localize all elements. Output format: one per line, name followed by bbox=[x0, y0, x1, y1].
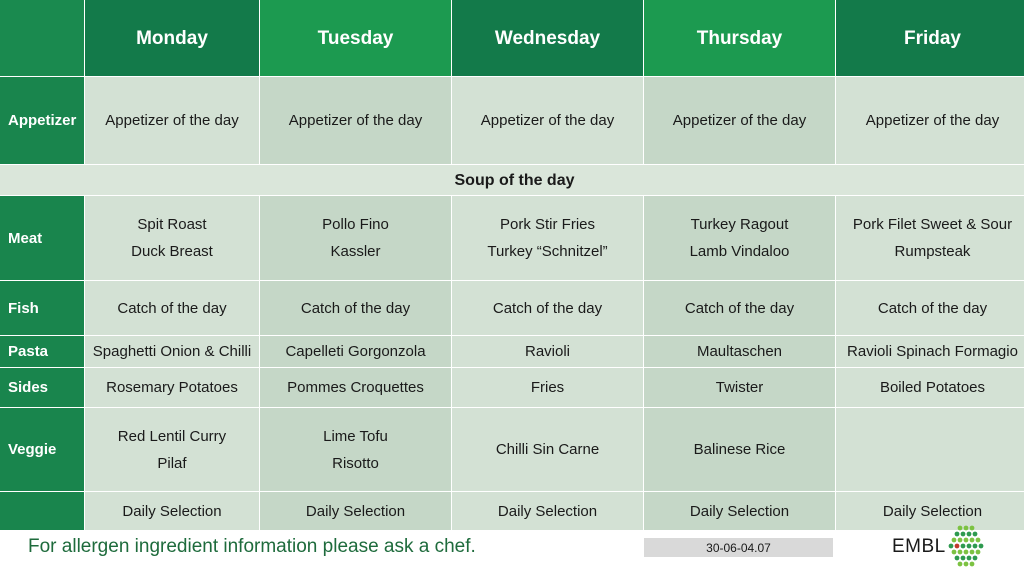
row-label: Veggie bbox=[0, 408, 84, 491]
logo-dot bbox=[955, 556, 960, 561]
logo-dot bbox=[970, 550, 975, 555]
dish-name: Rosemary Potatoes bbox=[106, 379, 238, 396]
dish-name: Appetizer of the day bbox=[105, 112, 239, 129]
menu-cell-items bbox=[880, 374, 985, 401]
menu-cell-items bbox=[93, 338, 251, 365]
dish-name: Chilli Sin Carne bbox=[495, 441, 600, 458]
row-label: Pasta bbox=[0, 336, 84, 367]
dish-name: Turkey Ragout bbox=[690, 216, 789, 233]
logo-dot bbox=[967, 556, 972, 561]
dish-name: Pommes Croquettes bbox=[287, 379, 424, 396]
dish-name: Catch of the day bbox=[877, 299, 988, 317]
logo-dot bbox=[979, 544, 984, 549]
logo-dot bbox=[964, 562, 969, 567]
date-range: 30-06-04.07 bbox=[644, 538, 833, 557]
menu-cell-items bbox=[496, 436, 599, 463]
menu-cell-items bbox=[106, 374, 238, 401]
dish-name: Risotto bbox=[332, 454, 379, 472]
dish-name: Pollo Fino bbox=[322, 216, 389, 233]
dish-name: Lime Tofu bbox=[323, 427, 388, 445]
dish-name: Daily Selection bbox=[122, 502, 222, 520]
row-label: Fish bbox=[0, 281, 84, 335]
dish-name: Turkey “Schnitzel” bbox=[487, 243, 608, 260]
menu-cell-items bbox=[306, 498, 405, 525]
dish-name: Fries bbox=[530, 379, 565, 396]
logo-dot bbox=[958, 538, 963, 543]
day-header-monday: Monday bbox=[85, 0, 259, 76]
menu-cell bbox=[836, 196, 1024, 280]
row-label bbox=[0, 492, 84, 530]
menu-cell bbox=[452, 196, 643, 280]
row-label: Sides bbox=[0, 368, 84, 407]
dish-name: Daily Selection bbox=[497, 502, 598, 520]
logo-dot bbox=[970, 538, 975, 543]
menu-cell bbox=[260, 196, 451, 280]
logo-dot bbox=[964, 538, 969, 543]
menu-cell bbox=[260, 368, 451, 407]
logo-dot bbox=[958, 550, 963, 555]
logo-dot bbox=[961, 556, 966, 561]
logo-dot bbox=[964, 550, 969, 555]
dish-name: Appetizer of the day bbox=[672, 112, 807, 129]
menu-cell bbox=[836, 368, 1024, 407]
menu-cell bbox=[85, 336, 259, 367]
dish-name: Pilaf bbox=[157, 454, 187, 472]
menu-cell bbox=[644, 408, 835, 491]
menu-cell bbox=[452, 492, 643, 530]
day-header-wednesday: Wednesday bbox=[452, 0, 643, 76]
dish-name: Daily Selection bbox=[305, 502, 406, 520]
dish-name: Boiled Potatoes bbox=[879, 379, 986, 396]
day-header-friday: Friday bbox=[836, 0, 1024, 76]
menu-cell-items bbox=[847, 338, 1018, 365]
dish-name: Balinese Rice bbox=[693, 441, 786, 458]
menu-cell bbox=[85, 492, 259, 530]
dish-name: Appetizer of the day bbox=[480, 112, 615, 129]
day-header-thursday: Thursday bbox=[644, 0, 835, 76]
menu-cell-items bbox=[866, 107, 999, 134]
menu-cell bbox=[260, 408, 451, 491]
logo-dot bbox=[961, 532, 966, 537]
dish-name: Daily Selection bbox=[882, 502, 983, 520]
menu-cell bbox=[85, 77, 259, 164]
menu-cell-items bbox=[883, 498, 982, 525]
logo-text: EMBL bbox=[892, 536, 946, 557]
menu-cell bbox=[644, 336, 835, 367]
dish-name: Appetizer of the day bbox=[288, 112, 423, 129]
menu-cell bbox=[452, 408, 643, 491]
logo-dot bbox=[973, 532, 978, 537]
menu-cell bbox=[644, 196, 835, 280]
menu-cell bbox=[85, 196, 259, 280]
dish-name: Catch of the day bbox=[300, 299, 411, 317]
menu-cell-items bbox=[131, 211, 213, 265]
menu-cell-items bbox=[525, 338, 570, 365]
dish-name: Lamb Vindaloo bbox=[689, 243, 790, 260]
menu-cell bbox=[644, 77, 835, 164]
menu-cell-items bbox=[531, 374, 564, 401]
menu-cell bbox=[260, 336, 451, 367]
menu-cell bbox=[836, 77, 1024, 164]
dish-name: Kassler bbox=[330, 243, 381, 260]
menu-cell bbox=[452, 368, 643, 407]
day-header-tuesday: Tuesday bbox=[260, 0, 451, 76]
logo-dot bbox=[961, 544, 966, 549]
logo-dot bbox=[973, 544, 978, 549]
menu-cell-items bbox=[697, 338, 782, 365]
menu-cell-items bbox=[481, 107, 614, 134]
menu-cell bbox=[260, 281, 451, 335]
menu-cell-items bbox=[694, 436, 786, 463]
logo-dot bbox=[970, 562, 975, 567]
dish-name: Daily Selection bbox=[689, 502, 790, 520]
menu-cell-items bbox=[673, 107, 806, 134]
menu-cell bbox=[836, 281, 1024, 335]
logo-dot bbox=[958, 562, 963, 567]
menu-cell-items bbox=[493, 295, 602, 322]
dish-name: Spit Roast bbox=[137, 216, 207, 233]
menu-cell bbox=[452, 281, 643, 335]
logo-dot bbox=[967, 532, 972, 537]
menu-cell bbox=[644, 281, 835, 335]
menu-cell-items bbox=[487, 211, 607, 265]
dish-name: Catch of the day bbox=[684, 299, 795, 317]
dish-name: Pork Filet Sweet & Sour bbox=[852, 216, 1013, 233]
allergen-note: For allergen ingredient information please ask a chef. bbox=[28, 536, 476, 557]
corner-cell bbox=[0, 0, 84, 76]
menu-cell-items bbox=[285, 338, 425, 365]
menu-cell bbox=[260, 77, 451, 164]
menu-cell-items bbox=[287, 374, 424, 401]
dish-name: Red Lentil Curry bbox=[117, 427, 227, 445]
menu-cell bbox=[644, 492, 835, 530]
dish-name: Spaghetti Onion & Chilli bbox=[92, 343, 252, 360]
dish-name: Ravioli Spinach Formagio bbox=[847, 343, 1018, 360]
menu-cell-items bbox=[323, 423, 388, 477]
logo-dot bbox=[958, 526, 963, 531]
logo-dot bbox=[973, 556, 978, 561]
dish-name: Pork Stir Fries bbox=[499, 216, 595, 233]
menu-cell-items bbox=[118, 423, 226, 477]
soup-of-the-day-row: Soup of the day bbox=[0, 165, 1024, 195]
dish-name: Catch of the day bbox=[492, 299, 603, 317]
menu-cell bbox=[85, 368, 259, 407]
menu-cell-items bbox=[122, 498, 221, 525]
menu-cell-items bbox=[878, 295, 987, 322]
menu-cell-items bbox=[289, 107, 422, 134]
menu-cell bbox=[836, 408, 1024, 491]
menu-cell-items bbox=[105, 107, 238, 134]
menu-cell bbox=[260, 492, 451, 530]
menu-cell-items bbox=[117, 295, 226, 322]
logo-dot bbox=[976, 550, 981, 555]
dish-name: Capelleti Gorgonzola bbox=[285, 343, 426, 360]
logo-dot bbox=[970, 526, 975, 531]
dish-name: Maultaschen bbox=[696, 343, 783, 360]
menu-cell-items bbox=[301, 295, 410, 322]
menu-cell-items bbox=[690, 498, 789, 525]
menu-cell bbox=[452, 77, 643, 164]
dish-name: Duck Breast bbox=[131, 243, 213, 260]
logo-dot bbox=[976, 538, 981, 543]
logo-dot bbox=[949, 544, 954, 549]
menu-cell bbox=[85, 408, 259, 491]
menu-cell-items bbox=[853, 211, 1012, 265]
menu-cell bbox=[85, 281, 259, 335]
menu-cell-items bbox=[685, 295, 794, 322]
row-label: Appetizer bbox=[0, 77, 84, 164]
menu-cell bbox=[836, 336, 1024, 367]
embl-logo bbox=[892, 524, 992, 568]
row-label: Meat bbox=[0, 196, 84, 280]
dish-name: Catch of the day bbox=[117, 299, 227, 317]
menu-cell bbox=[644, 368, 835, 407]
dish-name: Rumpsteak bbox=[894, 243, 971, 260]
hexagon-logo-icon bbox=[946, 524, 986, 568]
menu-cell-items bbox=[322, 211, 389, 265]
dish-name: Twister bbox=[715, 379, 764, 396]
menu-cell bbox=[452, 336, 643, 367]
logo-dot bbox=[955, 532, 960, 537]
menu-cell-items bbox=[690, 211, 790, 265]
dish-name: Ravioli bbox=[524, 343, 570, 360]
logo-dot bbox=[964, 526, 969, 531]
logo-dot bbox=[967, 544, 972, 549]
menu-cell-items bbox=[498, 498, 597, 525]
logo-dot bbox=[952, 538, 957, 543]
logo-dot bbox=[955, 544, 960, 549]
logo-dot bbox=[952, 550, 957, 555]
menu-cell-items bbox=[716, 374, 764, 401]
dish-name: Appetizer of the day bbox=[865, 112, 1000, 129]
